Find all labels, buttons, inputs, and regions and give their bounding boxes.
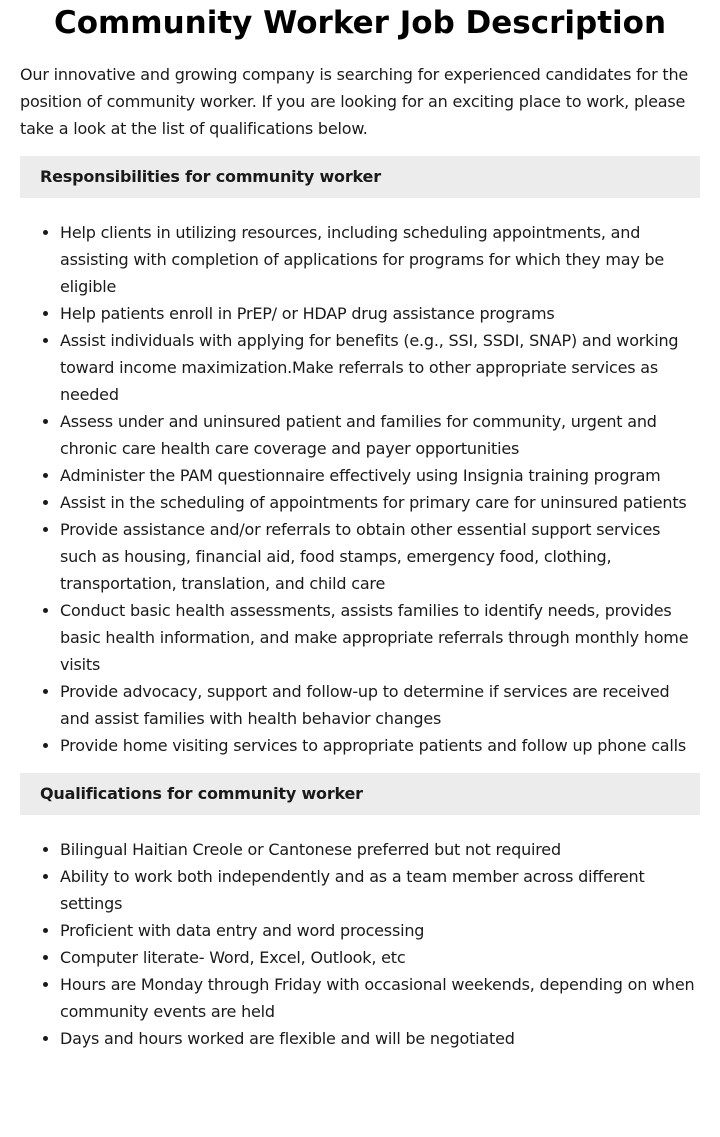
intro-paragraph: Our innovative and growing company is searching for experienced candidates for the position of community worker. If you are looking for an exciting place to work, please take a look at the list of qualifications below. <box>20 65 689 138</box>
list-item: • Days and hours worked are flexible and will be negotiated <box>60 1025 700 1052</box>
list-item: • Administer the PAM questionnaire effectively using Insignia training program <box>60 462 700 489</box>
page-title: Community Worker Job Description <box>53 5 667 41</box>
list-item: • Conduct basic health assessments, assists families to identify needs, provides basic health information, and make appropriate referrals through monthly home visits <box>60 597 700 678</box>
list-item: • Provide assistance and/or referrals to obtain other essential support services such as housing, financial aid, food stamps, emergency food, clothing, transportation, translation, and child care <box>60 516 700 597</box>
list-item: • Help clients in utilizing resources, including scheduling appointments, and assisting with completion of applications for programs for which they may be eligible <box>60 219 700 300</box>
list-item: • Assess under and uninsured patient and families for community, urgent and chronic care health care coverage and payer opportunities <box>60 408 700 462</box>
list-item: • Hours are Monday through Friday with occasional weekends, depending on when community events are held <box>60 971 700 1025</box>
list-item: • Assist in the scheduling of appointments for primary care for uninsured patients <box>60 489 700 516</box>
responsibilities-list <box>20 219 700 759</box>
list-item: • Assist individuals with applying for benefits (e.g., SSI, SSDI, SNAP) and working toward income maximization.Make referrals to other appropriate services as needed <box>60 327 700 408</box>
list-item: • Provide advocacy, support and follow-up to determine if services are received and assist families with health behavior changes <box>60 678 700 732</box>
qualifications-list <box>20 836 700 1052</box>
responsibilities-heading: Responsibilities for community worker <box>20 156 700 198</box>
list-item: • Computer literate- Word, Excel, Outlook, etc <box>60 944 700 971</box>
list-item: • Help patients enroll in PrEP/ or HDAP drug assistance programs <box>60 300 700 327</box>
list-item: • Ability to work both independently and as a team member across different settings <box>60 863 700 917</box>
list-item: • Proficient with data entry and word processing <box>60 917 700 944</box>
list-item: • Provide home visiting services to appropriate patients and follow up phone calls <box>60 732 700 759</box>
qualifications-heading: Qualifications for community worker <box>20 773 700 815</box>
list-item: • Bilingual Haitian Creole or Cantonese preferred but not required <box>60 836 700 863</box>
